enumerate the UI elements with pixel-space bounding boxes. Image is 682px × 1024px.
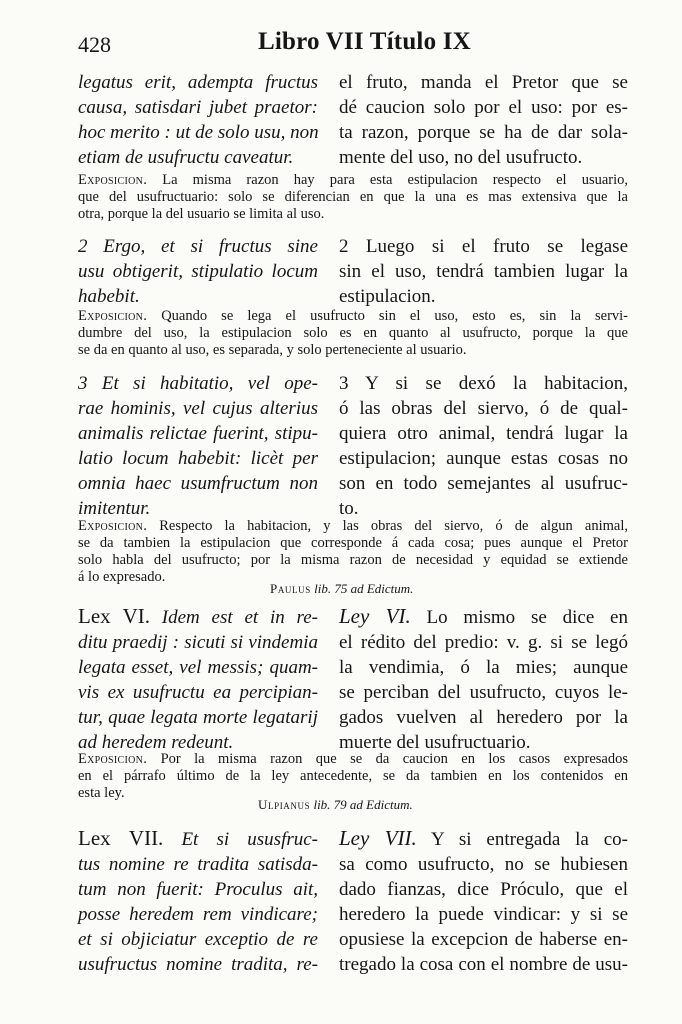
latin-column: [78, 70, 318, 170]
spanish-column: [339, 604, 628, 755]
spanish-line: muerte del usufructuario.: [339, 732, 531, 753]
spanish-line: sa como usufructo, no se hubiesen: [339, 854, 628, 875]
latin-line: etiam de usufructu caveatur.: [78, 147, 294, 168]
spanish-line: dado fianzas, dice Próculo, que el: [339, 879, 628, 900]
spanish-line: to.: [339, 498, 359, 519]
latin-line: tum non fuerit: Proculus ait,: [78, 879, 318, 900]
latin-line: rae hominis, vel cujus alterius: [78, 398, 318, 419]
spanish-column: [339, 371, 628, 521]
lex-heading: Lex VI.: [78, 604, 150, 628]
exposition-line: dumbre del uso, la estipulacion solo es en quanto al usufructo, porque la que: [78, 325, 628, 341]
exposition-4: [78, 751, 628, 802]
exposition-line: La misma razon hay para esta estipulacion respecto el usuario,: [162, 172, 629, 188]
spanish-line: se perciban del usufructo, cuyos le-: [339, 682, 628, 703]
exposition-2: [78, 308, 628, 359]
latin-line: animalis relictae fuerint, stipu-: [78, 423, 318, 444]
exposition-lead: Exposicion.: [78, 751, 148, 767]
spanish-line: el rédito del predio: v. g. si se legó: [339, 632, 628, 653]
latin-line: hoc merito : ut de solo usu, non: [78, 122, 319, 143]
spanish-line: son en todo semejantes al usufruc-: [339, 473, 628, 494]
exposition-lead: Exposicion.: [78, 518, 148, 534]
exposition-line: á lo expresado.: [78, 569, 166, 585]
spanish-line: estipulacion.: [339, 286, 436, 307]
source-citation-1: [270, 581, 413, 597]
latin-column: [78, 371, 318, 521]
latin-column: [78, 826, 318, 977]
spanish-line: Y si entregada la co-: [430, 829, 629, 850]
exposition-line: otra, porque la del usuario se limita al uso.: [78, 206, 325, 222]
spanish-line: sin el uso, tendrá tambien lugar la: [339, 261, 628, 282]
latin-line: usufructus nomine tradita, re-: [78, 954, 318, 975]
spanish-line: 3 Y si se dexó la habitacion,: [339, 373, 628, 394]
exposition-3: [78, 518, 628, 586]
exposition-line: solo habla del usufructo; por la misma razon de necesidad y equidad se extiende: [78, 552, 628, 568]
latin-line: ditu praedij : sicuti si vindemia: [78, 632, 318, 653]
spanish-line: ó las obras del siervo, ó de qual-: [339, 398, 628, 419]
exposition-line: que del usufructuario: solo se diferencian en que la una es mas extensiva que la: [78, 189, 628, 205]
spanish-line: la vendimia, ó la mies; aunque: [339, 657, 628, 678]
spanish-line: gados vuelven al heredero por la: [339, 707, 628, 728]
source-author: Ulpianus: [258, 797, 311, 812]
latin-line: posse heredem rem vindicare;: [78, 904, 318, 925]
latin-line: vis ex usufructu ea percipian-: [78, 682, 318, 703]
spanish-line: estipulacion; aunque estas cosas no: [339, 448, 628, 469]
exposition-line: se da tambien la estipulacion que corresponde á cada cosa; pues aunque el Pretor: [78, 535, 628, 551]
exposition-line: se da en quanto al uso, es separada, y solo perteneciente al usuario.: [78, 342, 467, 358]
source-work: lib. 79 ad Edictum.: [313, 797, 413, 812]
exposition-line: en el párrafo último de la ley antecedente, se da tambien en los contenidos en: [78, 768, 628, 784]
source-work: lib. 75 ad Edictum.: [314, 581, 414, 596]
exposition-lead: Exposicion.: [78, 172, 148, 188]
latin-line: et si objiciatur exceptio de re: [78, 929, 318, 950]
latin-line: causa, satisdari jubet praetor:: [78, 97, 318, 118]
spanish-line: tregado la cosa con el nombre de usu-: [339, 954, 628, 975]
latin-line: Idem est et in re-: [161, 607, 318, 628]
latin-line: latio locum habebit: licèt per: [78, 448, 318, 469]
ley-heading: Ley VI.: [339, 604, 411, 628]
latin-line: tus nomine re tradita satisda-: [78, 854, 318, 875]
source-author: Paulus: [270, 581, 311, 596]
spanish-column: [339, 70, 628, 170]
latin-line: 3 Et si habitatio, vel ope-: [78, 373, 318, 394]
latin-line: usu obtigerit, stipulatio locum: [78, 261, 318, 282]
spanish-column: [339, 234, 628, 309]
exposition-line: esta ley.: [78, 785, 125, 801]
spanish-line: dé caucion solo por el uso: por es-: [339, 97, 628, 118]
exposition-lead: Exposicion.: [78, 308, 148, 324]
spanish-line: Lo mismo se dice en: [426, 607, 628, 628]
spanish-line: ta razon, porque se ha de dar sola-: [339, 122, 628, 143]
spanish-line: mente del uso, no del usufructo.: [339, 147, 583, 168]
latin-line: imitentur.: [78, 498, 151, 519]
latin-line: habebit.: [78, 286, 140, 307]
exposition-1: [78, 172, 628, 223]
spanish-line: quiera otro animal, tendrá lugar la: [339, 423, 628, 444]
exposition-line: Por la misma razon que se da caucion en los casos expresados: [160, 751, 628, 767]
latin-line: legata esset, vel messis; quam-: [78, 657, 318, 678]
exposition-line: Respecto la habitacion, y las obras del siervo, ó de algun animal,: [159, 518, 629, 534]
page-number: 428: [78, 32, 111, 57]
latin-line: tur, quae legata morte legatarij: [78, 707, 318, 728]
spanish-line: opusiese la excepcion de haberse en-: [339, 929, 628, 950]
latin-line: omnia haec usumfructum non: [78, 473, 318, 494]
source-citation-2: [258, 797, 413, 813]
page-header: [78, 28, 628, 60]
running-title: Libro VII Título IX: [258, 28, 471, 55]
spanish-line: 2 Luego si el fruto se legase: [339, 236, 628, 257]
latin-line: ad heredem redeunt.: [78, 732, 234, 753]
lex-heading: Lex VII.: [78, 826, 164, 850]
latin-line: 2 Ergo, et si fructus sine: [78, 236, 318, 257]
latin-line: legatus erit, adempta fructus: [78, 72, 318, 93]
latin-column: [78, 234, 318, 309]
latin-column: [78, 604, 318, 755]
spanish-column: [339, 826, 628, 977]
exposition-line: Quando se lega el usufructo sin el uso, esto es, sin la servi-: [161, 308, 629, 324]
ley-heading: Ley VII.: [339, 826, 417, 850]
spanish-line: el fruto, manda el Pretor que se: [339, 72, 628, 93]
spanish-line: heredero la puede vindicar: y si se: [339, 904, 628, 925]
latin-line: Et si ususfruc-: [181, 829, 319, 850]
